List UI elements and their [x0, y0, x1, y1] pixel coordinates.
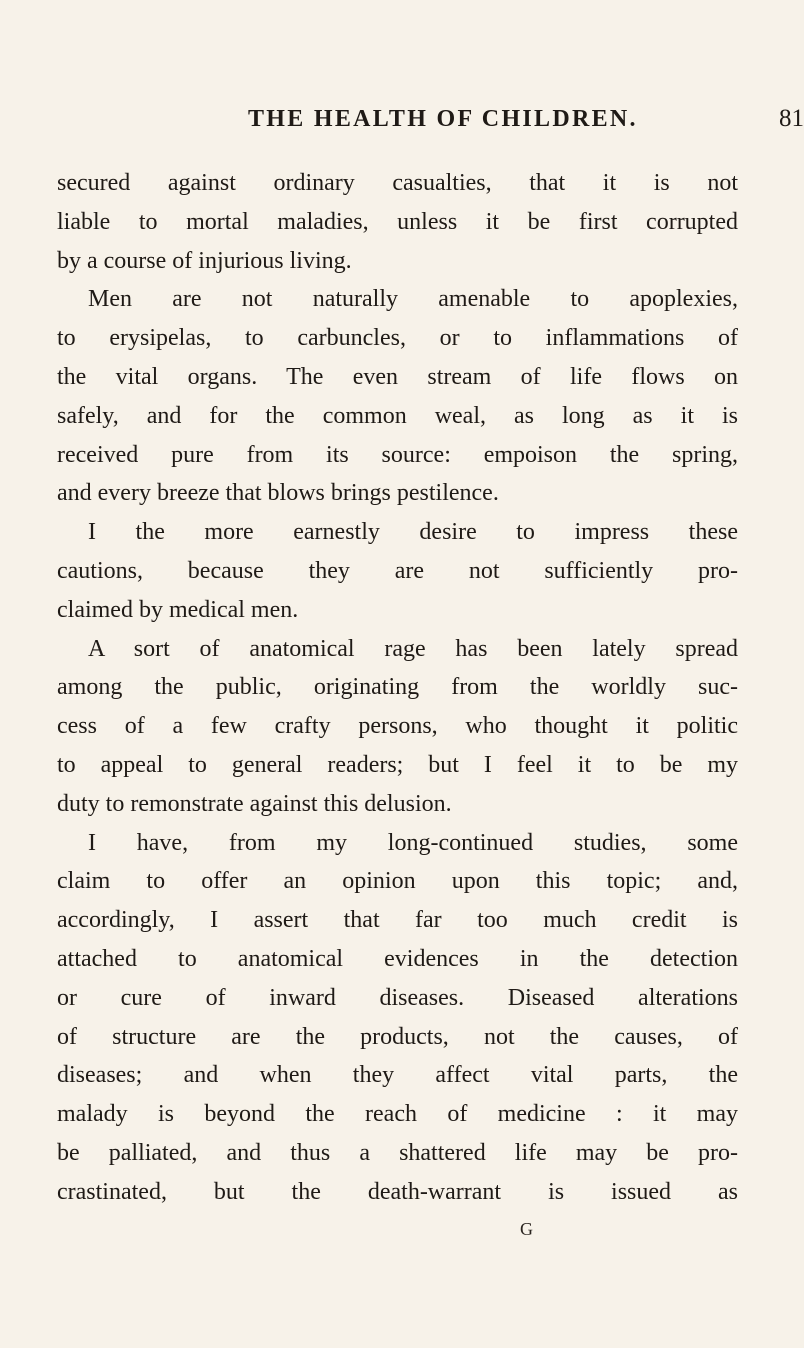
text-line: claim to offer an opinion upon this topic; and,: [57, 868, 738, 895]
body-text: [57, 164, 738, 1212]
text-line: claimed by medical men.: [57, 596, 299, 623]
text-line: among the public, originating from the worldly suc-: [57, 674, 738, 701]
text-line: crastinated, but the death-warrant is issued as: [57, 1178, 738, 1205]
running-title: THE HEALTH OF CHILDREN.: [248, 106, 638, 132]
text-line: liable to mortal maladies, unless it be first corrupted: [57, 208, 738, 235]
text-line: cautions, because they are not sufficiently pro-: [57, 557, 738, 584]
text-line: to appeal to general readers; but I feel it to be my: [57, 751, 738, 778]
page-number: 81: [779, 105, 804, 132]
text-line: secured against ordinary casualties, that it is not: [57, 170, 738, 196]
text-line: diseases; and when they affect vital parts, the: [57, 1062, 738, 1089]
text-line: I the more earnestly desire to impress these: [88, 519, 738, 546]
text-line: to erysipelas, to carbuncles, or to inflammations of: [57, 325, 738, 352]
text-line: received pure from its source: empoison the spring,: [57, 441, 738, 468]
text-line: A sort of anatomical rage has been lately spread: [88, 635, 738, 662]
text-line: duty to remonstrate against this delusion.: [57, 790, 452, 817]
text-line: and every breeze that blows brings pestilence.: [57, 480, 499, 507]
text-line: or cure of inward diseases. Diseased alterations: [57, 984, 738, 1011]
text-line: I have, from my long-continued studies, some: [88, 829, 738, 856]
text-line: accordingly, I assert that far too much credit is: [57, 907, 738, 934]
text-line: by a course of injurious living.: [57, 247, 352, 274]
text-line: be palliated, and thus a shattered life may be pro-: [57, 1139, 738, 1166]
text-line: cess of a few crafty persons, who thought it politic: [57, 713, 738, 740]
text-line: Men are not naturally amenable to apoplexies,: [88, 286, 738, 313]
page-header: [248, 105, 804, 146]
text-line: of structure are the products, not the causes, of: [57, 1023, 738, 1050]
text-line: attached to anatomical evidences in the detection: [57, 945, 738, 972]
text-line: safely, and for the common weal, as long as it is: [57, 402, 738, 429]
text-line: malady is beyond the reach of medicine : it may: [57, 1101, 738, 1128]
text-line: the vital organs. The even stream of life flows on: [57, 363, 738, 390]
printer-signature: G: [520, 1219, 533, 1239]
